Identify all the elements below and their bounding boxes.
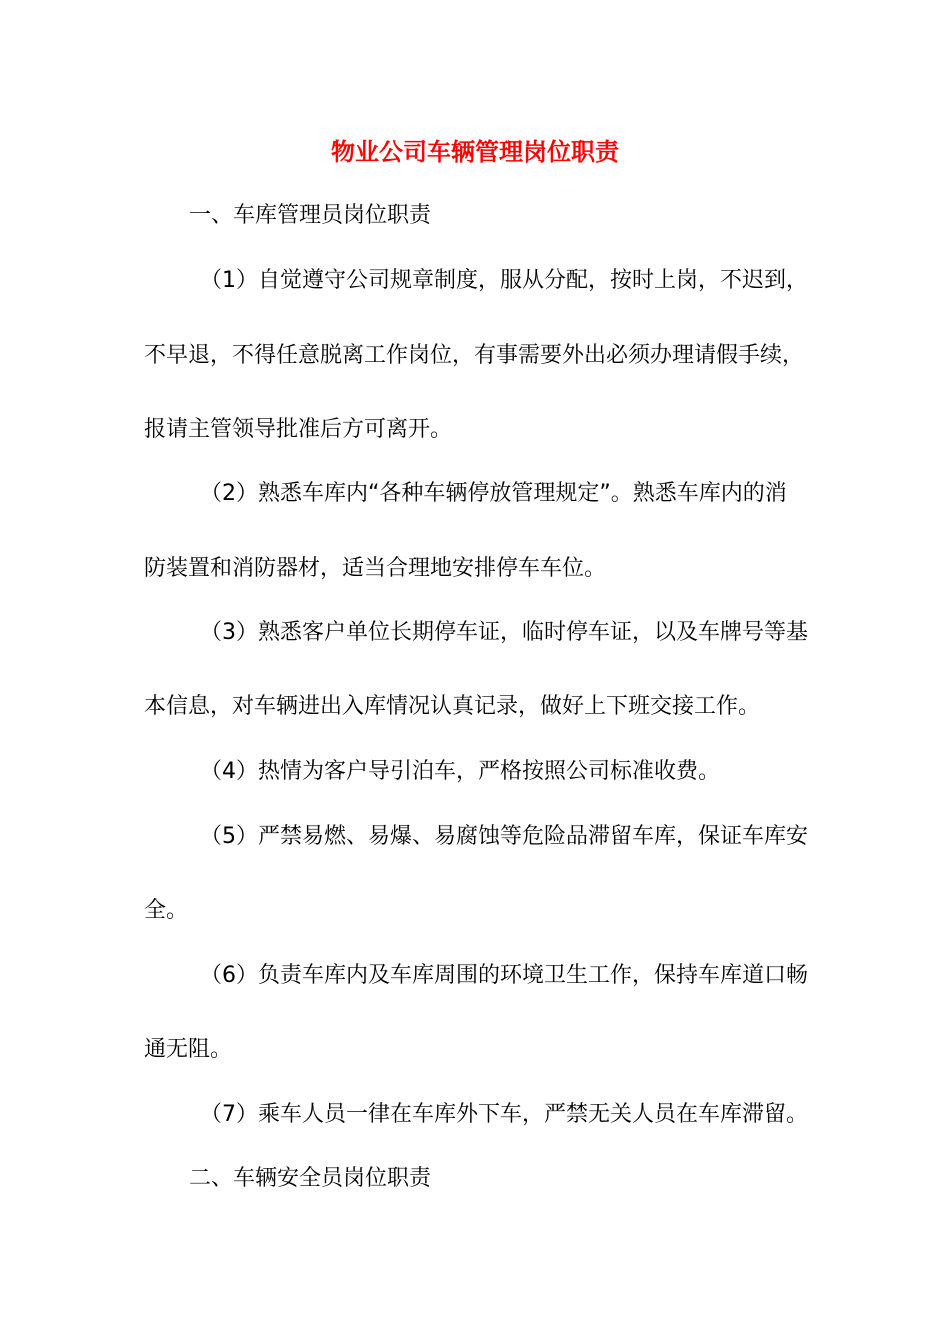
paragraph-line: （2）熟悉车库内“各种车辆停放管理规定”。熟悉车库内的消 [200, 481, 787, 506]
paragraph-line: （3）熟悉客户单位长期停车证，临时停车证，以及车牌号等基 [200, 620, 808, 645]
paragraph-line: （5）严禁易燃、易爆、易腐蚀等危险品滞留车库，保证车库安 [200, 824, 808, 849]
paragraph-line: （6）负责车库内及车库周围的环境卫生工作，保持车库道口畅 [200, 963, 808, 988]
paragraph-line: （7）乘车人员一律在车库外下车，严禁无关人员在车库滞留。 [200, 1102, 808, 1127]
paragraph-line: 报请主管领导批准后方可离开。 [144, 417, 453, 442]
paragraph-line: 防装置和消防器材，适当合理地安排停车车位。 [144, 556, 607, 581]
paragraph-line: 通无阻。 [144, 1037, 233, 1062]
paragraph-line: 不早退，不得任意脱离工作岗位，有事需要外出必须办理请假手续， [144, 343, 805, 368]
section-heading: 一、车库管理员岗位职责 [189, 203, 432, 228]
paragraph-line: （4）热情为客户导引泊车，严格按照公司标准收费。 [200, 759, 720, 784]
paragraph-line: 全。 [144, 898, 189, 923]
paragraph-line: （1）自觉遵守公司规章制度，服从分配，按时上岗，不迟到， [200, 268, 808, 293]
section-heading: 二、车辆安全员岗位职责 [189, 1166, 432, 1191]
document-title: 物业公司车辆管理岗位职责 [331, 138, 619, 166]
paragraph-line: 本信息，对车辆进出入库情况认真记录，做好上下班交接工作。 [144, 694, 761, 719]
